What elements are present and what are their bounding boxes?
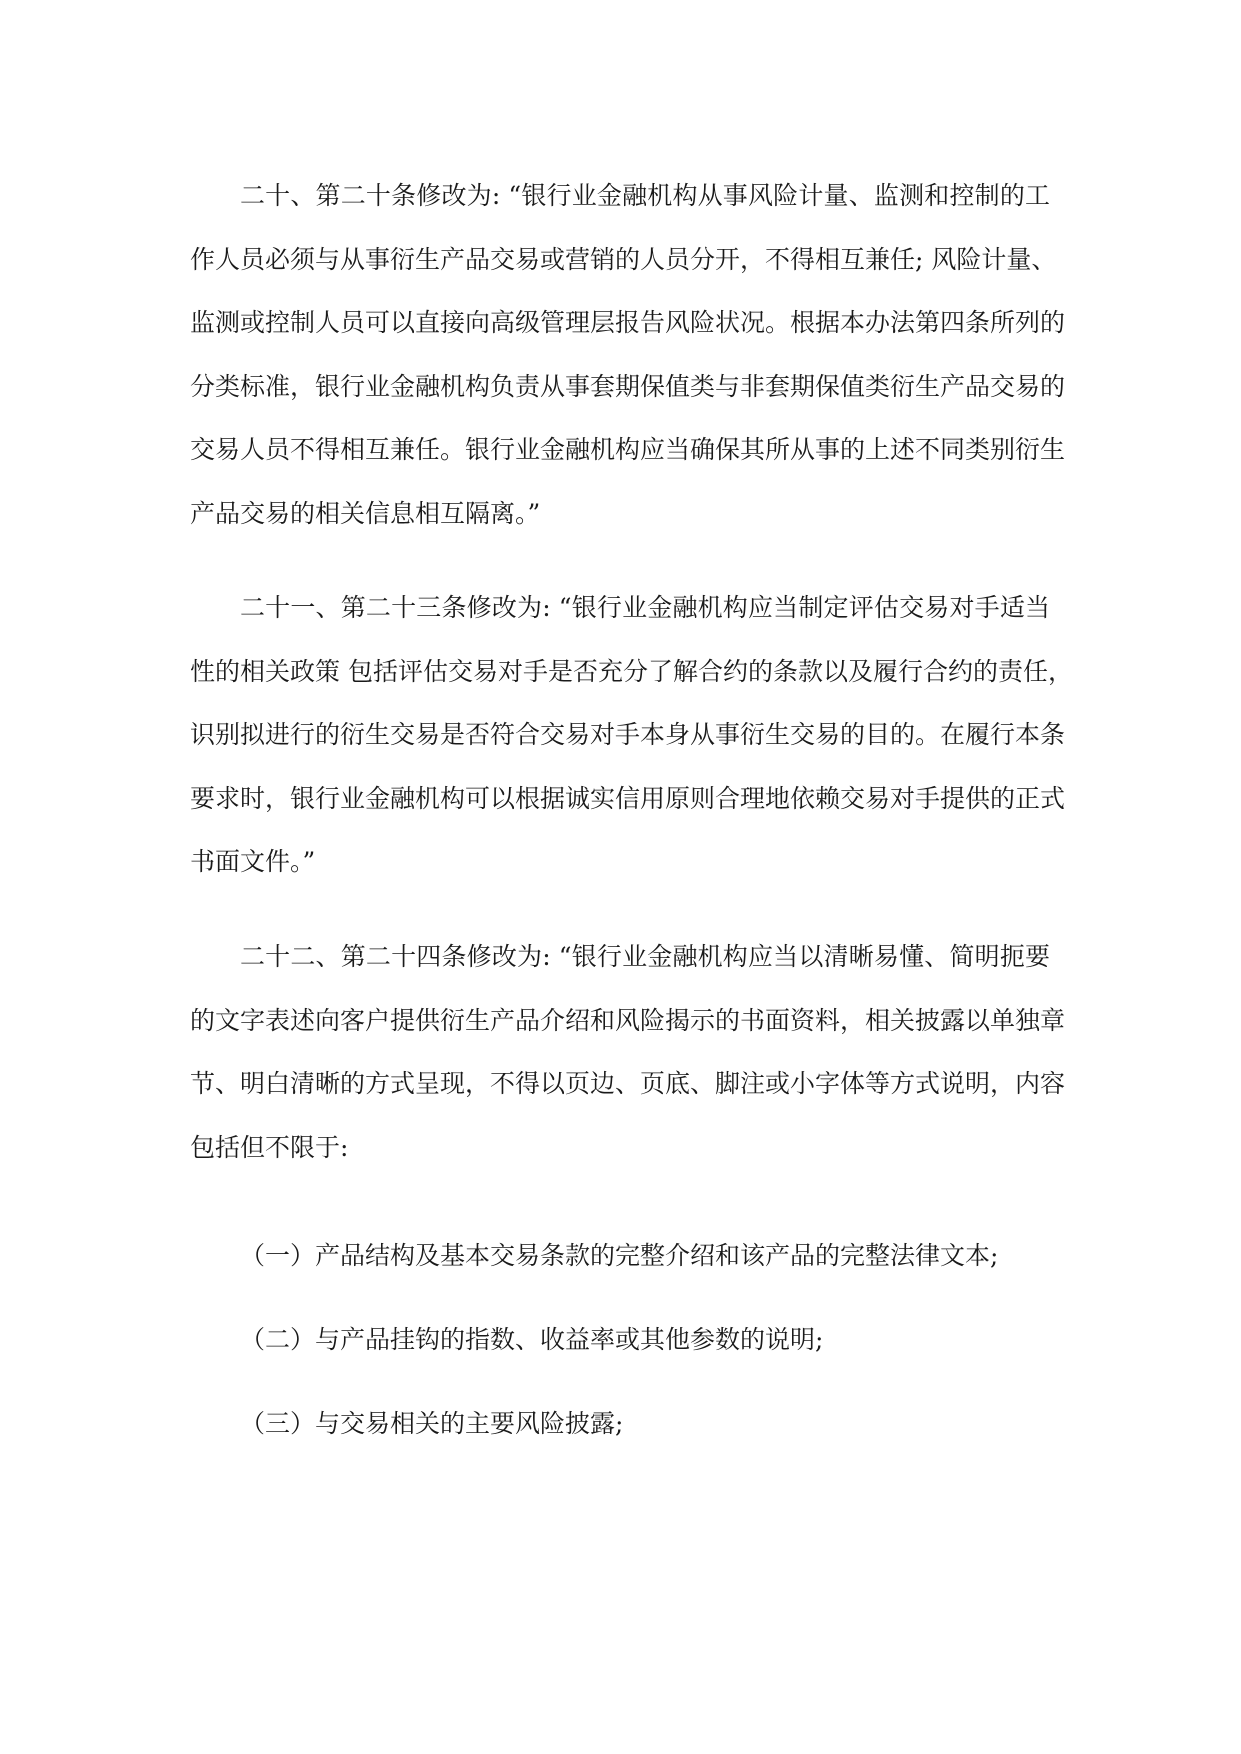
paragraph-line: 二十二、第二十四条修改为: “银行业金融机构应当以清晰易懂、简明扼要	[240, 942, 1050, 971]
paragraph-line: 分类标准，银行业金融机构负责从事套期保值类与非套期保值类衍生产品交易的	[190, 371, 1066, 401]
paragraph-line: 性的相关政策 包括评估交易对手是否充分了解合约的条款以及履行合约的责任，	[190, 656, 1073, 686]
paragraph-line: 识别拟进行的衍生交易是否符合交易对手本身从事衍生交易的目的。在履行本条	[190, 720, 1066, 749]
paragraph-line: 作人员必须与从事衍生产品交易或营销的人员分开，不得相互兼任; 风险计量、	[190, 244, 1057, 274]
list-item-1: （一）产品结构及基本交易条款的完整介绍和该产品的完整法律文本;	[240, 1241, 999, 1270]
paragraph-line: 书面文件。”	[190, 847, 316, 876]
list-item-2: （二）与产品挂钩的指数、收益率或其他参数的说明;	[240, 1325, 824, 1354]
paragraph-line: 交易人员不得相互兼任。银行业金融机构应当确保其所从事的上述不同类别衍生	[190, 435, 1066, 464]
paragraph-line: 节、明白清晰的方式呈现，不得以页边、页底、脚注或小字体等方式说明，内容	[190, 1069, 1066, 1098]
paragraph-line: 包括但不限于:	[190, 1132, 349, 1162]
paragraph-line: 要求时，银行业金融机构可以根据诚实信用原则合理地依赖交易对手提供的正式	[190, 783, 1066, 813]
paragraph-line: 产品交易的相关信息相互隔离。”	[190, 498, 541, 528]
list-item-3: （三）与交易相关的主要风险披露;	[240, 1409, 624, 1438]
paragraph-line: 的文字表述向客户提供衍生产品介绍和风险揭示的书面资料，相关披露以单独章	[190, 1005, 1066, 1035]
article-21-paragraph	[190, 576, 1073, 894]
paragraph-line: 二十一、第二十三条修改为: “银行业金融机构应当制定评估交易对手适当	[240, 593, 1050, 622]
article-20-paragraph	[190, 164, 1066, 545]
paragraph-line: 监测或控制人员可以直接向高级管理层报告风险状况。根据本办法第四条所列的	[190, 308, 1066, 337]
article-22-paragraph	[190, 925, 1066, 1179]
paragraph-line: 二十、第二十条修改为: “银行业金融机构从事风险计量、监测和控制的工	[240, 181, 1050, 210]
